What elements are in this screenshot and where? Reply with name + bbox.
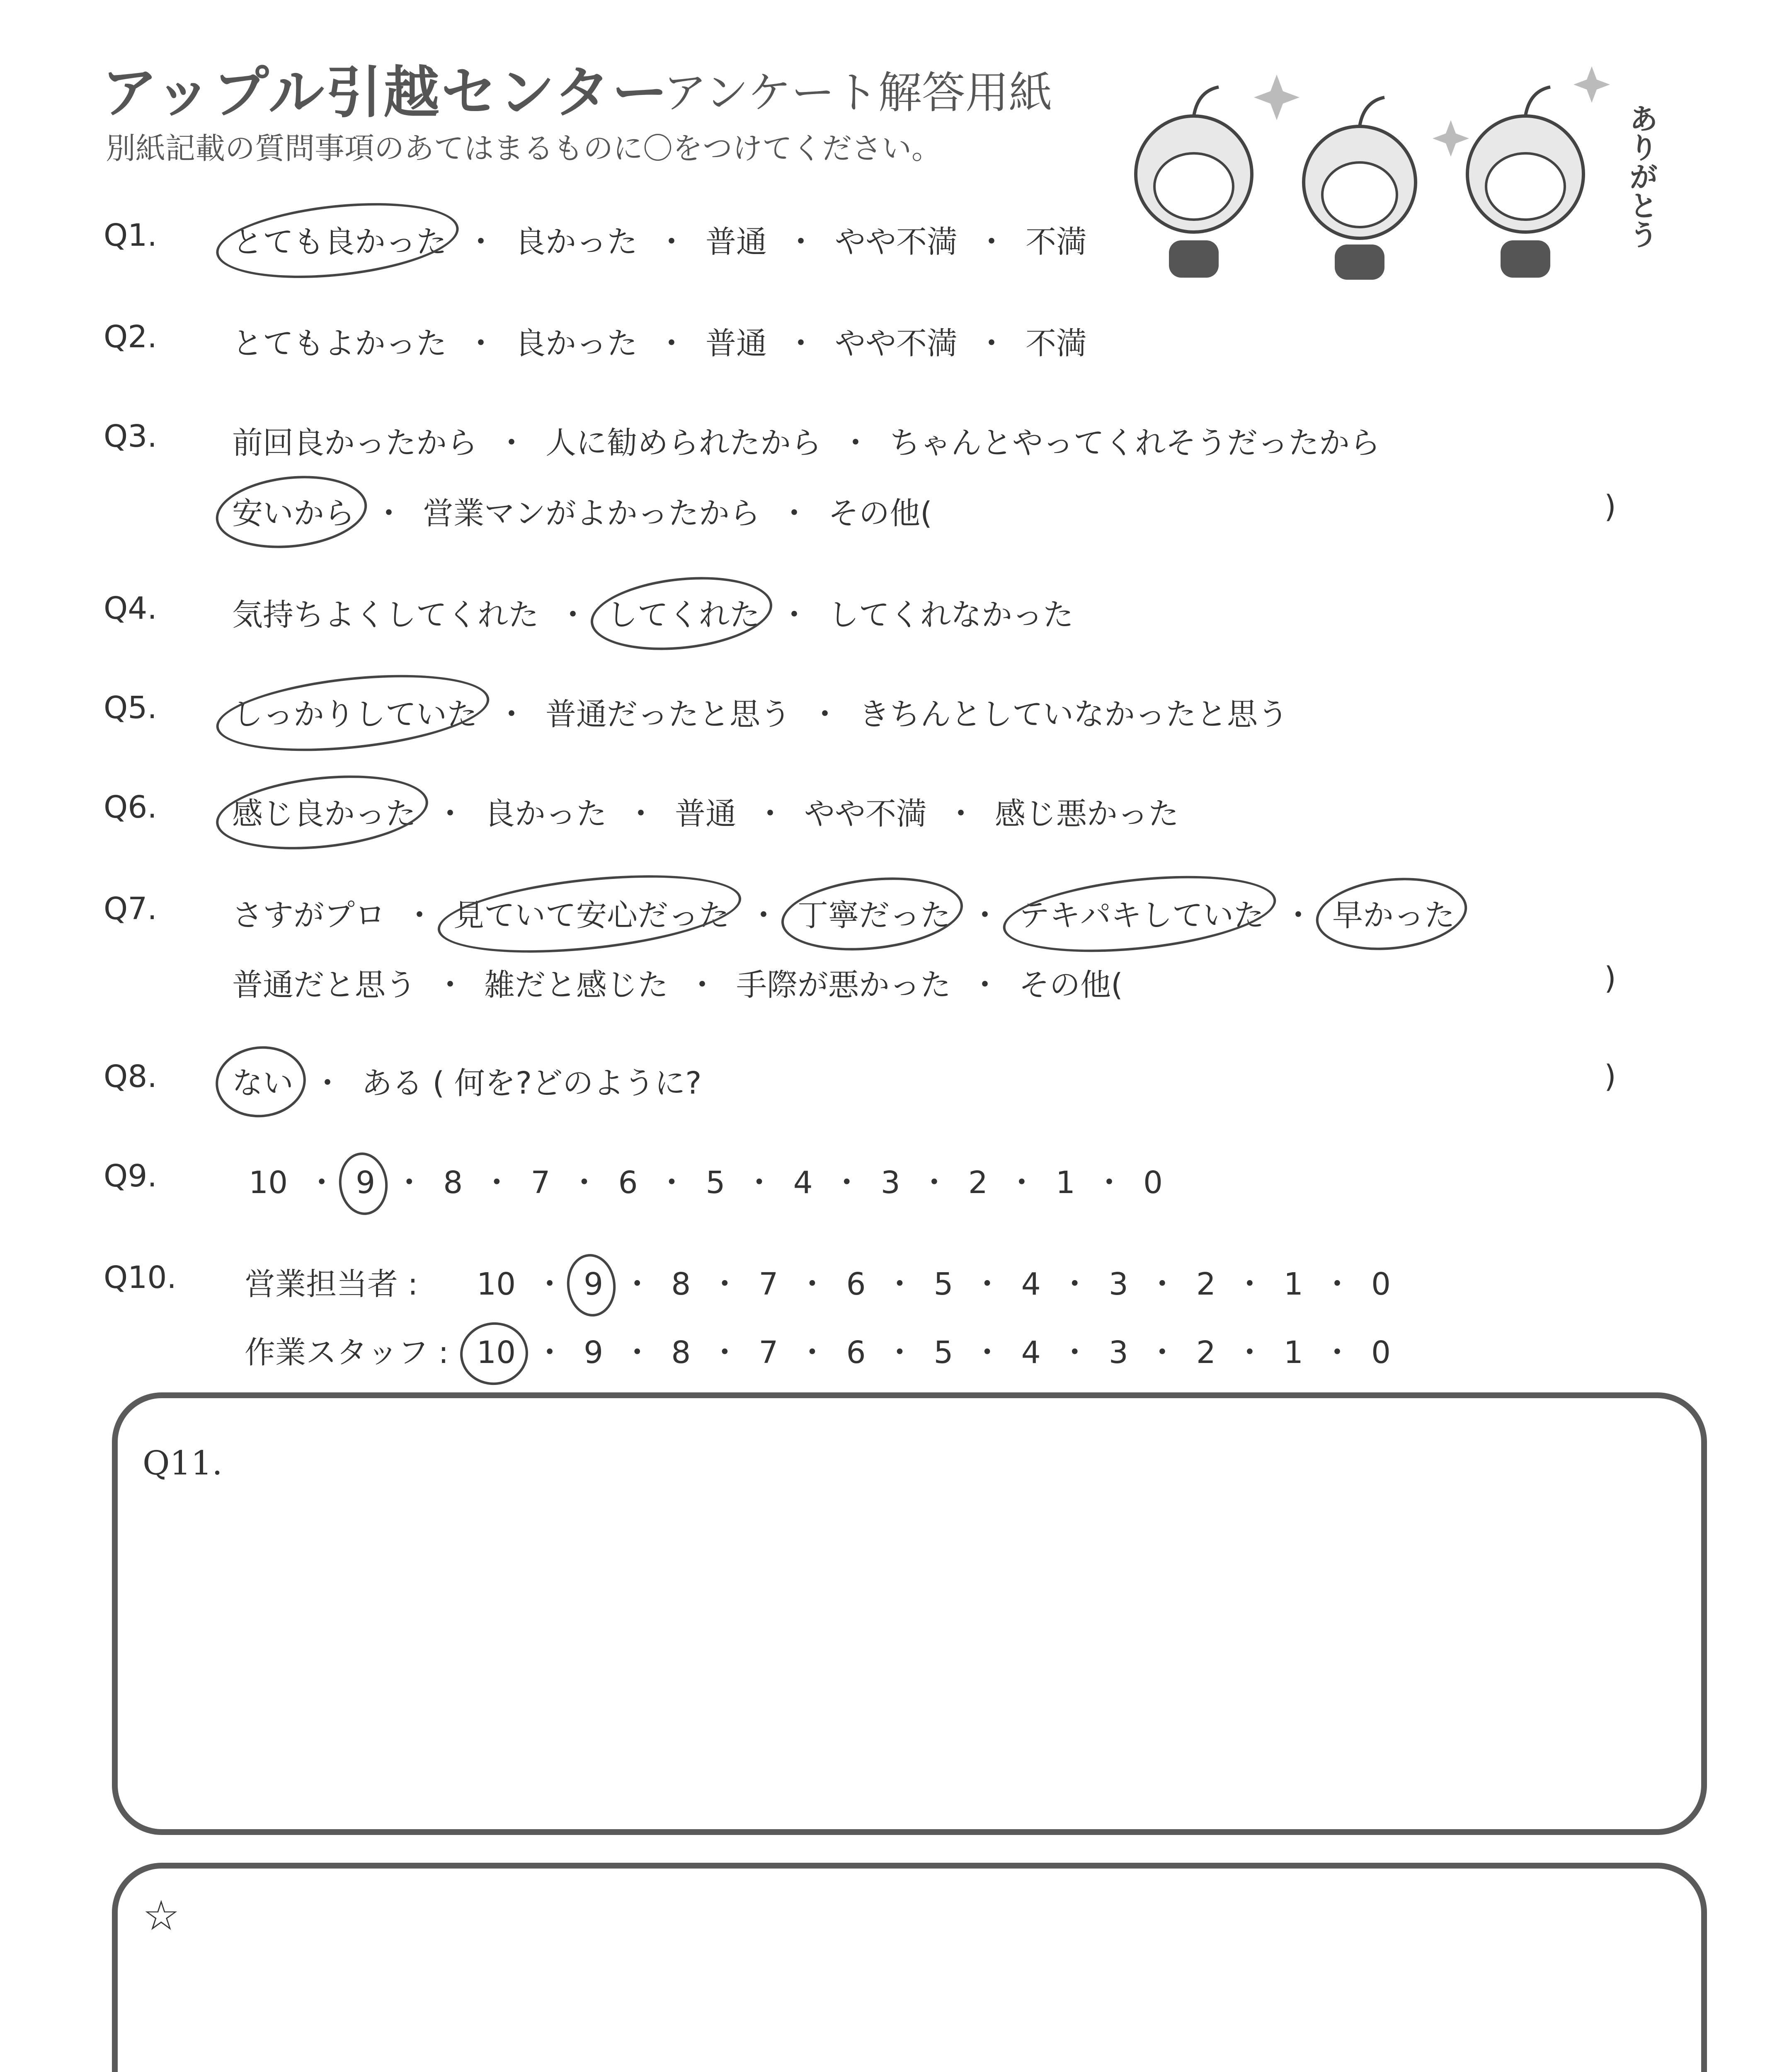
score-9[interactable]: 9 (584, 1266, 604, 1302)
score-0[interactable]: 0 (1143, 1165, 1163, 1201)
score-10[interactable]: 10 (477, 1266, 516, 1302)
score-2[interactable]: 2 (1196, 1335, 1216, 1370)
option-q5-not-proper[interactable]: きちんとしていなかったと思う (859, 697, 1288, 732)
score-1[interactable]: 1 (1283, 1266, 1304, 1302)
score-10[interactable]: 10 (477, 1335, 516, 1370)
option-q7-fast[interactable]: 早かった (1332, 891, 1455, 935)
score-1[interactable]: 1 (1055, 1165, 1076, 1201)
mascot-thanks-text: ありがとう (1624, 104, 1658, 249)
score-0[interactable]: 0 (1371, 1335, 1391, 1370)
score-9[interactable]: 9 (584, 1335, 604, 1370)
score-2[interactable]: 2 (968, 1165, 988, 1201)
option-q6-normal[interactable]: 普通 (675, 796, 736, 832)
question-number: Q10. (104, 1260, 177, 1295)
star-comment-box[interactable] (112, 1863, 1707, 2072)
question-number: Q7. (104, 891, 157, 927)
score-10[interactable]: 10 (249, 1165, 288, 1201)
option-q1-very-good[interactable]: とても良かった (232, 218, 447, 261)
option-q1-good[interactable]: 良かった (515, 224, 638, 260)
question-number: Q9. (104, 1158, 157, 1194)
work-staff-label: 作業スタッフ : (245, 1335, 449, 1370)
option-q4-did[interactable]: してくれた (607, 591, 760, 634)
option-q6-unpleasant[interactable]: 感じ悪かった (995, 796, 1179, 832)
option-q7-efficient[interactable]: テキパキしていた (1019, 891, 1264, 935)
form-title: アップル引越センター (102, 60, 669, 125)
option-q2-dissatisfied[interactable]: 不満 (1026, 326, 1087, 361)
option-q2-somewhat-dissatisfied[interactable]: やや不満 (835, 326, 958, 361)
score-5[interactable]: 5 (933, 1266, 953, 1302)
option-q2-very-good[interactable]: とてもよかった (232, 326, 447, 361)
score-6[interactable]: 6 (618, 1165, 638, 1201)
score-7[interactable]: 7 (759, 1266, 778, 1302)
option-q7-other[interactable]: その他( (1019, 967, 1123, 1003)
close-paren: ) (1604, 961, 1616, 996)
score-6[interactable]: 6 (846, 1335, 866, 1370)
score-3[interactable]: 3 (880, 1165, 900, 1201)
option-q3-good-salesperson[interactable]: 営業マンがよかったから (423, 496, 760, 531)
option-q3-seemed-reliable[interactable]: ちゃんとやってくれそうだったから (890, 425, 1380, 461)
question-number: Q3. (104, 419, 157, 454)
close-paren: ) (1604, 489, 1616, 525)
score-5[interactable]: 5 (933, 1335, 953, 1370)
q11-comment-box[interactable] (112, 1392, 1707, 1835)
option-q8-some[interactable]: ある ( 何を?どのように? (361, 1065, 702, 1101)
question-number: Q5. (104, 690, 157, 726)
option-q4-pleasantly[interactable]: 気持ちよくしてくれた (232, 597, 539, 633)
q11-label: Q11. (143, 1444, 223, 1482)
score-7[interactable]: 7 (759, 1335, 778, 1370)
score-9[interactable]: 9 (356, 1165, 376, 1201)
option-q2-normal[interactable]: 普通 (706, 326, 767, 361)
form-instruction: 別紙記載の質問事項のあてはまるものに〇をつけてください。 (106, 131, 942, 166)
option-q7-reassuring[interactable]: 見ていて安心だった (453, 891, 730, 935)
score-3[interactable]: 3 (1108, 1266, 1128, 1302)
score-4[interactable]: 4 (1021, 1266, 1041, 1302)
question-number: Q6. (104, 789, 157, 825)
option-q5-normal[interactable]: 普通だったと思う (546, 697, 791, 732)
score-8[interactable]: 8 (671, 1266, 691, 1302)
score-8[interactable]: 8 (443, 1165, 463, 1201)
form-subtitle: アンケート解答用紙 (663, 68, 1052, 118)
question-number: Q4. (104, 591, 157, 626)
score-8[interactable]: 8 (671, 1335, 691, 1370)
question-number: Q2. (104, 319, 157, 355)
close-paren: ) (1604, 1059, 1616, 1094)
option-q7-sloppy[interactable]: 雑だと感じた (484, 967, 668, 1003)
option-q3-good-last-time[interactable]: 前回良かったから (232, 425, 478, 461)
option-q3-cheap[interactable]: 安いから (232, 489, 355, 533)
score-4[interactable]: 4 (793, 1165, 813, 1201)
score-5[interactable]: 5 (706, 1165, 725, 1201)
option-q1-normal[interactable]: 普通 (706, 224, 767, 260)
sales-rep-label: 営業担当者 : (245, 1266, 418, 1302)
option-q1-somewhat-dissatisfied[interactable]: やや不満 (835, 224, 958, 260)
option-q5-solid[interactable]: しっかりしていた (232, 690, 478, 734)
score-1[interactable]: 1 (1283, 1335, 1304, 1370)
score-6[interactable]: 6 (846, 1266, 866, 1302)
score-0[interactable]: 0 (1371, 1266, 1391, 1302)
option-q3-other[interactable]: その他( (828, 496, 932, 531)
score-7[interactable]: 7 (531, 1165, 550, 1201)
question-number: Q8. (104, 1059, 157, 1094)
option-q7-normal[interactable]: 普通だと思う (232, 967, 416, 1003)
option-q6-pleasant[interactable]: 感じ良かった (232, 789, 416, 833)
option-q7-careful[interactable]: 丁寧だった (798, 891, 951, 935)
question-number: Q1. (104, 218, 157, 253)
score-2[interactable]: 2 (1196, 1266, 1216, 1302)
option-q6-good[interactable]: 良かった (484, 796, 607, 832)
score-4[interactable]: 4 (1021, 1335, 1041, 1370)
option-q7-professional[interactable]: さすがプロ (232, 898, 385, 933)
option-q6-somewhat-dissatisfied[interactable]: やや不満 (804, 796, 927, 832)
option-q2-good[interactable]: 良かった (515, 326, 638, 361)
option-q1-dissatisfied[interactable]: 不満 (1026, 224, 1087, 260)
monkey-mascots-illustration (1111, 50, 1683, 282)
option-q8-none[interactable]: ない (232, 1059, 293, 1103)
score-3[interactable]: 3 (1108, 1335, 1128, 1370)
option-q7-clumsy[interactable]: 手際が悪かった (736, 967, 951, 1003)
option-q3-recommended[interactable]: 人に勧められたから (546, 425, 822, 461)
option-q4-did-not[interactable]: してくれなかった (828, 597, 1074, 633)
star-label: ☆ (143, 1891, 180, 1940)
